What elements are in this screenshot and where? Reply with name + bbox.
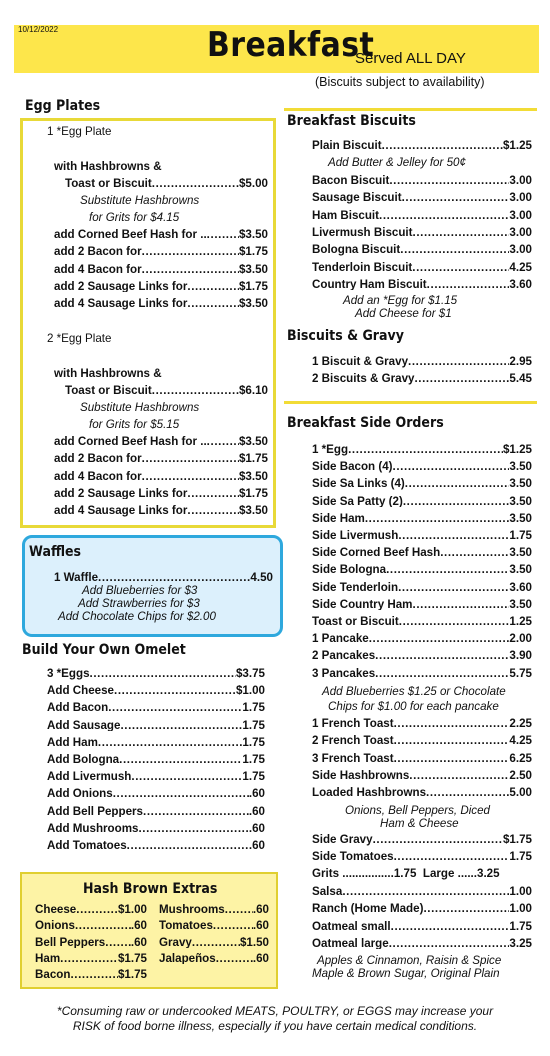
side-item: Salsa ..... 1.00	[312, 886, 532, 898]
waffle-note-blueberries: Add Blueberries for $3	[82, 584, 198, 597]
egg-plate-1-addon: add 4 Bacon for ..... $3.50	[54, 264, 268, 276]
gravy-item: 2 Biscuits & Gravy ..... 5.45	[312, 373, 532, 385]
side-item: Side Hashbrowns ..... 2.50	[312, 770, 532, 782]
hash-extra-item: Cheese ..... $1.00	[35, 904, 147, 916]
side-item: Side Livermush ..... 1.75	[312, 530, 532, 542]
egg-plate-2-addon: add 2 Bacon for ..... $1.75	[54, 453, 268, 465]
hash-extra-item: Bacon ..... $1.75	[35, 969, 147, 981]
side-item: Oatmeal small ..... 1.75	[312, 921, 532, 933]
side-item: Ranch (Home Made) ..... 1.00	[312, 903, 532, 915]
waffles-heading: Waffles	[29, 544, 82, 560]
omelet-item: Add Ham ..... 1.75	[47, 737, 265, 749]
egg-plate-1-addon: add 4 Sausage Links for ..... $3.50	[54, 298, 268, 310]
divider-biscuits	[284, 108, 537, 111]
side-item: Loaded Hashbrowns ..... 5.00	[312, 787, 532, 799]
side-item: 3 Pancakes ..... 5.75	[312, 668, 532, 680]
egg-plate-1-with: with Hashbrowns &	[54, 160, 162, 173]
egg-plate-2-addon: add 4 Sausage Links for ..... $3.50	[54, 505, 268, 517]
side-item: 1 *Egg ..... $1.25	[312, 444, 532, 456]
hash-extra-item: Bell Peppers ..... .60	[35, 937, 147, 949]
side-item: Oatmeal large ..... 3.25	[312, 938, 532, 950]
side-item: Side Tomatoes ..... 1.75	[312, 851, 532, 863]
food-safety-disclaimer	[20, 1004, 530, 1034]
egg-plate-2-with: with Hashbrowns &	[54, 367, 162, 380]
side-item: Side Sa Links (4) ..... 3.50	[312, 478, 532, 490]
side-item: Side Tenderloin ..... 3.60	[312, 582, 532, 594]
egg-plate-1-label: 1 *Egg Plate	[47, 125, 112, 138]
biscuits-heading: Breakfast Biscuits	[287, 113, 416, 129]
menu-date: 10/12/2022	[18, 25, 59, 34]
egg-plate-2-addon: add 4 Bacon for ..... $3.50	[54, 471, 268, 483]
omelet-item: Add Bell Peppers ..... .60	[47, 806, 265, 818]
egg-plate-2-note-1: Substitute Hashbrowns	[80, 401, 200, 414]
omelet-item: Add Cheese ..... $1.00	[47, 685, 265, 697]
gravy-heading: Biscuits & Gravy	[287, 328, 404, 344]
egg-plate-2-item: Toast or Biscuit ..... $6.10	[65, 385, 268, 397]
served-all-day: Served ALL DAY	[355, 50, 466, 67]
side-item: Side Ham ..... 3.50	[312, 513, 532, 525]
egg-plate-1-addon: add 2 Sausage Links for ..... $1.75	[54, 281, 268, 293]
gravy-item: 1 Biscuit & Gravy ..... 2.95	[312, 356, 532, 368]
side-item: Side Sa Patty (2) ..... 3.50	[312, 496, 532, 508]
egg-plate-2-addon: add Corned Beef Hash for .. ..... $3.50	[54, 436, 268, 448]
biscuit-item: Country Ham Biscuit ..... 3.60	[312, 279, 532, 291]
biscuit-item: Tenderloin Biscuit ..... 4.25	[312, 262, 532, 274]
oatmeal-note-2: Maple & Brown Sugar, Original Plain	[312, 967, 500, 980]
side-item: Side Gravy ..... $1.75	[312, 834, 532, 846]
hashbrown-note-1: Onions, Bell Peppers, Diced	[345, 804, 490, 817]
biscuit-item: Sausage Biscuit ..... 3.00	[312, 192, 532, 204]
omelet-item: Add Tomatoes ..... .60	[47, 840, 265, 852]
grits-row: Grits ................1.75 Large ......3.25	[312, 867, 500, 880]
biscuit-note-cheese: Add Cheese for $1	[355, 307, 452, 320]
egg-plate-2-label: 2 *Egg Plate	[47, 332, 112, 345]
biscuit-item: Livermush Biscuit ..... 3.00	[312, 227, 532, 239]
side-item: Side Corned Beef Hash ..... 3.50	[312, 547, 532, 559]
biscuit-item: Bacon Biscuit ..... 3.00	[312, 175, 532, 187]
side-item: 2 French Toast ..... 4.25	[312, 735, 532, 747]
side-item: Toast or Biscuit ..... 1.25	[312, 616, 532, 628]
side-item: Side Bacon (4) ..... 3.50	[312, 461, 532, 473]
egg-plate-2-note-2: for Grits for $5.15	[89, 418, 180, 431]
hash-extra-item: Ham ..... $1.75	[35, 953, 147, 965]
waffle-note-strawberries: Add Strawberries for $3	[78, 597, 200, 610]
side-item: 1 French Toast ..... 2.25	[312, 718, 532, 730]
disclaimer-line-2: RISK of food borne illness, especially if you have certain medical conditions.	[72, 1019, 478, 1033]
egg-plate-1-note-2: for Grits for $4.15	[89, 211, 180, 224]
waffle-note-chocolate: Add Chocolate Chips for $2.00	[58, 610, 216, 623]
omelet-item: Add Mushrooms ..... .60	[47, 823, 265, 835]
hash-extras-heading: Hash Brown Extras	[83, 881, 218, 897]
page-title: Breakfast	[207, 25, 375, 65]
egg-plate-1-addon: add Corned Beef Hash for .. ..... $3.50	[54, 229, 268, 241]
biscuit-item: Ham Biscuit ..... 3.00	[312, 210, 532, 222]
waffle-item: 1 Waffle ..... 4.50	[54, 572, 273, 584]
hashbrown-note-2: Ham & Cheese	[380, 817, 459, 830]
pancake-note-2: Chips for $1.00 for each pancake	[328, 700, 499, 713]
hash-extra-item: Gravy ..... $1.50	[159, 937, 269, 949]
side-item: 1 Pancake ..... 2.00	[312, 633, 532, 645]
omelet-item: Add Bacon ..... 1.75	[47, 702, 265, 714]
hash-extra-item: Mushrooms ..... .60	[159, 904, 269, 916]
pancake-note-1: Add Blueberries $1.25 or Chocolate	[322, 685, 506, 698]
egg-plate-1-note-1: Substitute Hashbrowns	[80, 194, 200, 207]
omelet-item: 3 *Eggs ..... $3.75	[47, 668, 265, 680]
oatmeal-note-1: Apples & Cinnamon, Raisin & Spice	[317, 954, 502, 967]
omelet-item: Add Bologna ..... 1.75	[47, 754, 265, 766]
hash-extra-item: Jalapeños ..... .60	[159, 953, 269, 965]
egg-plate-2-addon: add 2 Sausage Links for ..... $1.75	[54, 488, 268, 500]
omelet-item: Add Onions ..... .60	[47, 788, 265, 800]
side-item: Side Bologna ..... 3.50	[312, 564, 532, 576]
omelet-item: Add Livermush ..... 1.75	[47, 771, 265, 783]
biscuit-availability-note: (Biscuits subject to availability)	[315, 75, 485, 89]
biscuit-item: Bologna Biscuit ..... 3.00	[312, 244, 532, 256]
egg-plate-1-item: Toast or Biscuit ..... $5.00	[65, 178, 268, 190]
disclaimer-line-1: *Consuming raw or undercooked MEATS, POULTRY, or EGGS may increase your	[56, 1004, 494, 1018]
biscuit-note-egg: Add an *Egg for $1.15	[343, 294, 458, 307]
egg-plate-1-addon: add 2 Bacon for ..... $1.75	[54, 246, 268, 258]
sides-heading: Breakfast Side Orders	[287, 415, 444, 431]
omelet-item: Add Sausage ..... 1.75	[47, 720, 265, 732]
side-item: Side Country Ham ..... 3.50	[312, 599, 532, 611]
plain-biscuit: Plain Biscuit ..... $1.25	[312, 140, 532, 152]
omelet-heading: Build Your Own Omelet	[22, 642, 186, 658]
hash-extra-item: Onions ..... .60	[35, 920, 147, 932]
plain-biscuit-note: Add Butter & Jelley for 50¢	[328, 156, 466, 169]
side-item: 3 French Toast ..... 6.25	[312, 753, 532, 765]
divider-sides	[284, 401, 537, 404]
hash-extra-item: Tomatoes ..... .60	[159, 920, 269, 932]
egg-plates-heading: Egg Plates	[25, 98, 101, 114]
side-item: 2 Pancakes ..... 3.90	[312, 650, 532, 662]
